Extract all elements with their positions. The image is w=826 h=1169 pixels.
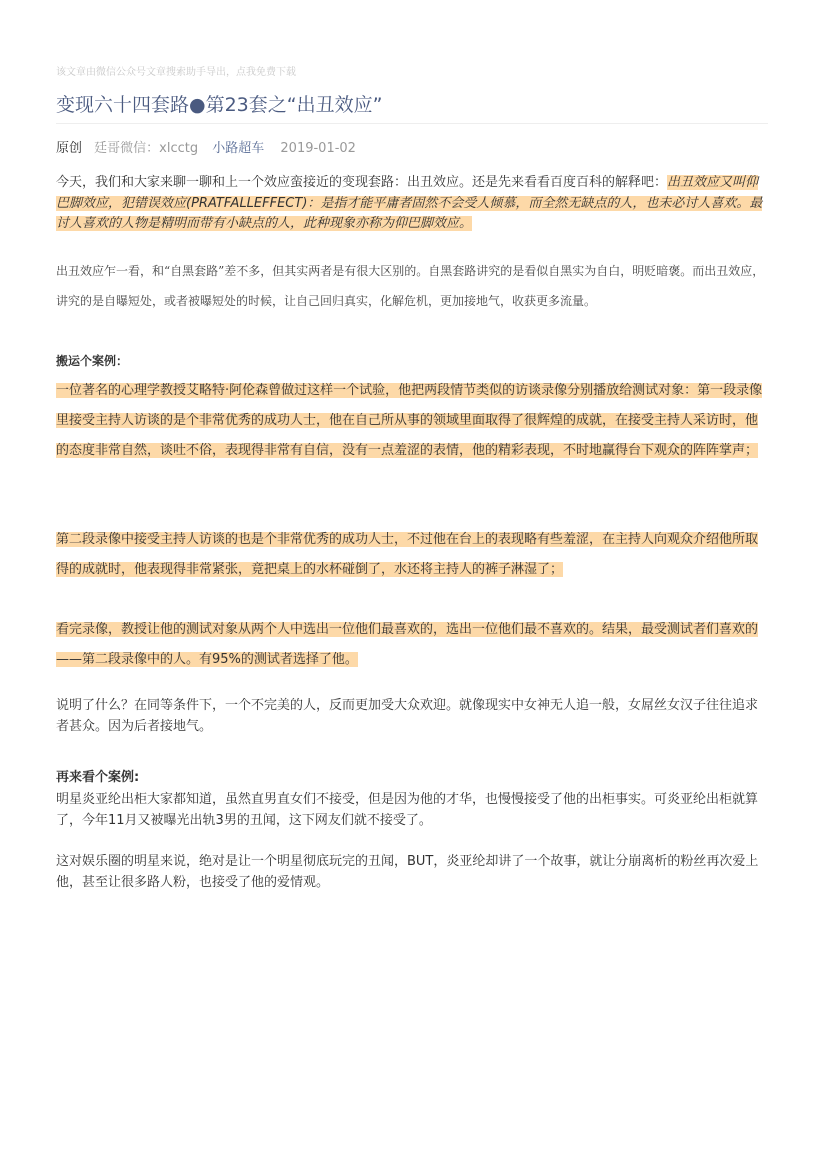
case2-paragraph: 明星炎亚纶出柜大家都知道，虽然直男直女们不接受，但是因为他的才华，也慢慢接受了他的出柜事实。可炎亚纶出柜就算了，今年11月又被曝光出轨3男的丑闻，这下网友们就不接受了。 (56, 792, 759, 828)
export-note-link[interactable]: 该文章由微信公众号文章搜索助手导出，点我免费下载 (56, 67, 296, 78)
intro-text: 今天，我们和大家来聊一聊和上一个效应蛮接近的变现套路：出丑效应。还是先来看看百度百科的解释吧： (56, 175, 668, 190)
explanation-paragraph: 说明了什么？在同等条件下，一个不完美的人，反而更加受大众欢迎。就像现实中女神无人追一般，女屌丝女汉子往往追求者甚众。因为后者接地气。 (56, 698, 759, 734)
article-meta (56, 140, 356, 158)
case2-followup-paragraph: 这对娱乐圈的明星来说，绝对是让一个明星彻底玩完的丑闻，BUT，炎亚纶却讲了一个故事，就让分崩离析的粉丝再次爱上他，甚至让很多路人粉，也接受了他的爱情观。 (56, 854, 759, 890)
experiment-paragraph-2 (56, 525, 768, 585)
account-link[interactable]: 小路超车 (212, 141, 265, 156)
experiment-text-3: 看完录像，教授让他的测试对象从两个人中选出一位他们最喜欢的，选出一位他们最不喜欢的。结果，最受测试者们喜欢的——第二段录像中的人。有95%的测试者选择了他。 (56, 622, 759, 667)
difference-paragraph: 出丑效应乍一看，和“自黑套路”差不多，但其实两者是有很大区别的。自黑套路讲究的是看似自黑实为自白，明贬暗褒。而出丑效应，讲究的是自曝短处，或者被曝短处的时候，让自己回归真实，化解危机，更加接地气，收获更多流量。 (56, 264, 765, 308)
experiment-paragraph-1 (56, 376, 768, 466)
case2-label: 再来看个案例: (56, 770, 140, 785)
experiment-text-1: 一位著名的心理学教授艾略特·阿伦森曾做过这样一个试验，他把两段情节类似的访谈录像分别播放给测试对象：第一段录像里接受主持人访谈的是个非常优秀的成功人士，他在自己所从事的领域里面取得了很辉煌的成就，在接受主持人采访时，他的态度非常自然，谈吐不俗，表现得非常有自信，没有一点羞涩的表情，他的精彩表现，不时地赢得台下观众的阵阵掌声； (56, 383, 763, 458)
case-label: 搬运个案例： (56, 354, 129, 368)
definition-highlight: 出丑效应又叫仰巴脚效应，犯错误效应(PRATFALLEFFECT)：是指才能平庸者固然不会受人倾慕，而全然无缺点的人，也未必讨人喜欢。最讨人喜欢的人物是精明而带有小缺点的人，此种现象亦称为仰巴脚效应。 (56, 175, 763, 231)
publish-date: 2019-01-02 (280, 141, 356, 156)
experiment-paragraph-3 (56, 615, 768, 675)
intro-paragraph (56, 173, 768, 235)
experiment-text-2: 第二段录像中接受主持人访谈的也是个非常优秀的成功人士，不过他在台上的表现略有些羞涩，在主持人向观众介绍他所取得的成就时，他表现得非常紧张，竟把桌上的水杯碰倒了，水还将主持人的裤子淋湿了； (56, 532, 759, 577)
author-name: 廷哥微信：xlcctg (94, 141, 199, 156)
original-label: 原创 (56, 141, 83, 156)
article-title: 变现六十四套路●第23套之“出丑效应” (56, 91, 768, 124)
